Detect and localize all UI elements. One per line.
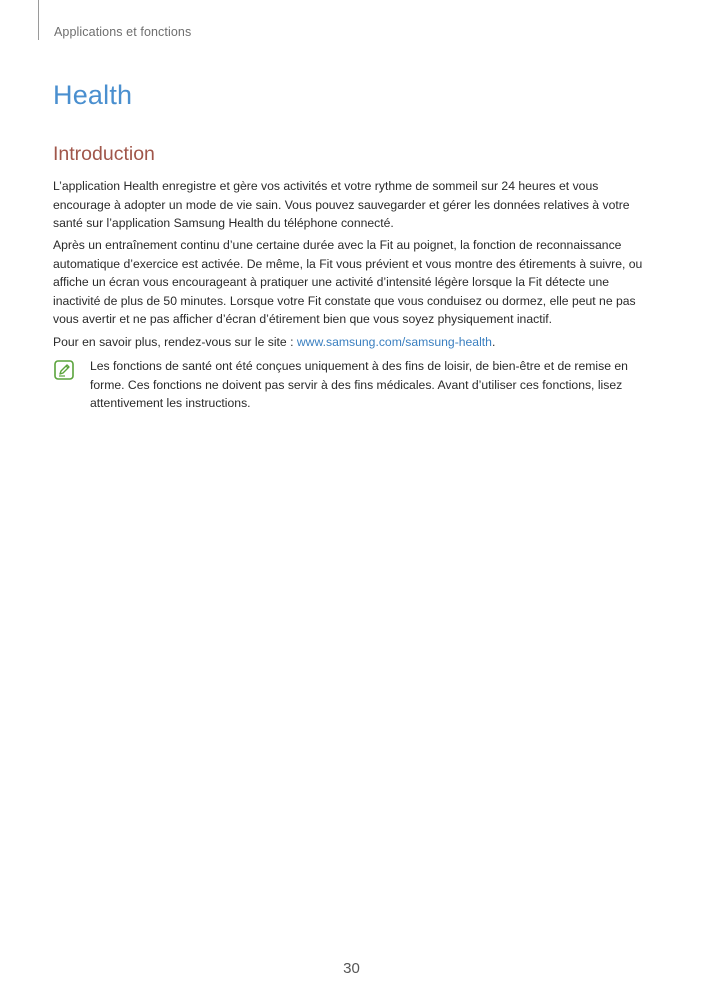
auto-exercise-paragraph: Après un entraînement continu d’une certaine durée avec la Fit au poignet, la fonction de reconnaissance automatique d’exercice est activée. De même, la Fit vous prévient et vous montre des étirements à suivre, ou affiche un écran vous encourageant à pratiquer une activité d’intensité légère lorsque la Fit détecte une inactivité de plus de 50 minutes. Lorsque votre Fit constate que vous conduisez ou dormez, elle peut ne pas vous avertir et ne pas afficher d’écran d’étirement bien que vous soyez physiquement inactif. xyxy=(53,238,643,326)
more-info-prefix: Pour en savoir plus, rendez-vous sur le site : xyxy=(53,335,297,349)
samsung-health-link[interactable]: www.samsung.com/samsung-health xyxy=(296,335,492,349)
section-label: Applications et fonctions xyxy=(54,25,192,39)
note-pencil-icon xyxy=(54,360,74,380)
page-number: 30 xyxy=(343,960,360,977)
section-subheading: Introduction xyxy=(53,143,155,165)
page-title: Health xyxy=(53,80,133,110)
header-divider xyxy=(38,0,39,40)
more-info-paragraph xyxy=(53,333,653,352)
more-info-suffix: . xyxy=(491,335,496,349)
intro-paragraph: L’application Health enregistre et gère vos activités et votre rythme de sommeil sur 24 heures et vous encourage à adopter un mode de vie sain. Vous pouvez sauvegarder et gérer les données relatives à votre santé sur l’application Samsung Health du téléphone connecté. xyxy=(53,179,630,230)
health-disclaimer-note: Les fonctions de santé ont été conçues uniquement à des fins de loisir, de bien-être et de remise en forme. Ces fonctions ne doivent pas servir à des fins médicales. Avant d’utiliser ces fonctions, lisez attentivement les instructions. xyxy=(90,359,628,410)
